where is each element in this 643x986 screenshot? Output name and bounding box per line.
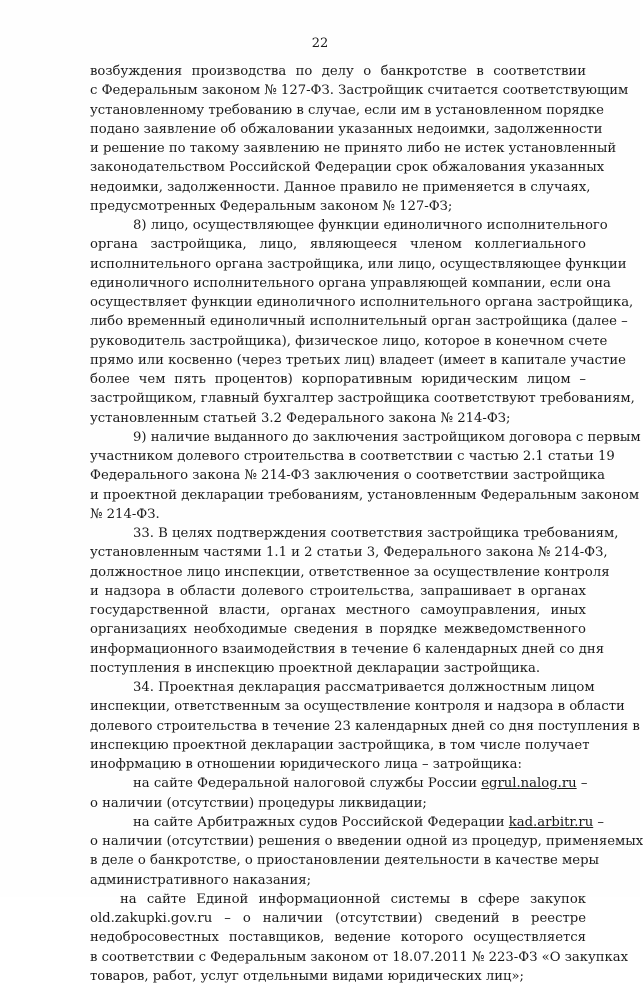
text-line: установленным статьей 3.2 Федерального закона № 214-ФЗ;	[90, 410, 511, 426]
text-line: недобросовестных поставщиков, ведение которого осуществляется	[90, 930, 586, 946]
text-line: административного наказания;	[90, 872, 312, 888]
text-line: на сайте Арбитражных судов Российской Федерации kad.arbitr.ru –	[133, 814, 605, 830]
text-line: Федерального закона № 214-ФЗ заключения о соответствии застройщика	[90, 468, 605, 484]
text-line: 34. Проектная декларация рассматривается должностным лицом	[133, 680, 595, 695]
text-line: установленным частями 1.1 и 2 статьи 3, Федерального закона № 214-ФЗ,	[90, 545, 608, 561]
text-line: исполнительного органа застройщика, или лицо, осуществляющее функции	[90, 256, 627, 272]
text-line: 8) лицо, осуществляющее функции единоличного исполнительного	[133, 218, 608, 233]
text-line: на сайте Единой информационной системы в сфере закупок	[120, 891, 586, 907]
text-line: с Федеральным законом № 127-ФЗ. Застройщик считается соответствующим	[90, 83, 629, 99]
text-line: прямо или косвенно (через третьих лиц) владеет (имеет в капитале участие	[90, 352, 626, 368]
text-line: инспекцию проектной декларации застройщика, в том числе получает	[90, 737, 590, 753]
text-line: недоимки, задолженности. Данное правило не применяется в случаях,	[90, 179, 591, 195]
text-line: поступления в инспекцию проектной декларации застройщика.	[90, 660, 541, 676]
text-line: и проектной декларации требованиям, установленным Федеральным законом	[90, 487, 640, 503]
text-line: органа застройщика, лицо, являющееся членом коллегиального	[90, 237, 586, 253]
text-line: old.zakupki.gov.ru – о наличии (отсутствии) сведений в реестре	[90, 911, 586, 926]
text-line: предусмотренных Федеральным законом № 127-ФЗ;	[90, 198, 453, 214]
text-line: участником долевого строительства в соответствии с частью 2.1 статьи 19	[90, 449, 615, 464]
text-line: руководитель застройщика), физическое лицо, которое в конечном счете	[90, 333, 608, 349]
text-line: информационного взаимодействия в течение 6 календарных дней со дня	[90, 641, 605, 657]
text-line: подано заявление об обжаловании указанных недоимки, задолженности	[90, 121, 603, 137]
text-line: установленному требованию в случае, если им в установленном порядке	[90, 102, 604, 118]
text-line: и решение по такому заявлению не принято либо не истек установленный	[90, 141, 617, 156]
text-line: законодательством Российской Федерации срок обжалования указанных	[90, 160, 605, 176]
page-number: 22	[311, 36, 329, 51]
text-line: о наличии (отсутствии) процедуры ликвидации;	[90, 795, 427, 811]
text-line: в деле о банкротстве, о приостановлении деятельности в качестве меры	[90, 853, 600, 869]
text-line: должностное лицо инспекции, ответственное за осуществление контроля	[90, 564, 610, 580]
text-line: 33. В целях подтверждения соответствия застройщика требованиям,	[133, 526, 619, 541]
text-line: товаров, работ, услуг отдельными видами юридических лиц»;	[90, 968, 524, 984]
text-line: более чем пять процентов) корпоративным юридическим лицом –	[90, 372, 586, 387]
text-line: 9) наличие выданного до заключения застройщиком договора с первым	[133, 429, 641, 445]
text-line: застройщиком, главный бухгалтер застройщика соответствуют требованиям,	[90, 391, 635, 407]
text-line: № 214-ФЗ.	[90, 506, 160, 522]
document-body	[90, 62, 643, 986]
text-line: о наличии (отсутствии) решения о введении одной из процедур, применяемых	[90, 834, 643, 849]
text-line: осуществляет функции единоличного исполнительного органа застройщика,	[90, 295, 634, 310]
text-line: государственной власти, органах местного самоуправления, иных	[90, 603, 586, 618]
text-line: и надзора в области долевого строительства, запрашивает в органах	[90, 583, 586, 599]
hyperlink[interactable]: egrul.nalog.ru	[481, 776, 577, 792]
text-line: долевого строительства в течение 23 календарных дней со дня поступления в	[90, 718, 640, 734]
text-line: единоличного исполнительного органа управляющей компании, если она	[90, 275, 611, 291]
text-line: либо временный единоличный исполнительный орган застройщика (далее –	[90, 314, 628, 330]
text-line: в соответствии с Федеральным законом от 18.07.2011 № 223-ФЗ «О закупках	[90, 949, 629, 965]
text-line: организациях необходимые сведения в порядке межведомственного	[90, 622, 586, 638]
text-line: возбуждения производства по делу о банкротстве в соответствии	[90, 64, 586, 79]
text-line: инспекции, ответственным за осуществление контроля и надзора в области	[90, 699, 625, 715]
text-line: на сайте Федеральной налоговой службы России egrul.nalog.ru –	[133, 776, 588, 792]
text-line: инофрмацию в отношении юридического лица – затройщика:	[90, 757, 522, 772]
hyperlink[interactable]: kad.arbitr.ru	[508, 814, 594, 830]
